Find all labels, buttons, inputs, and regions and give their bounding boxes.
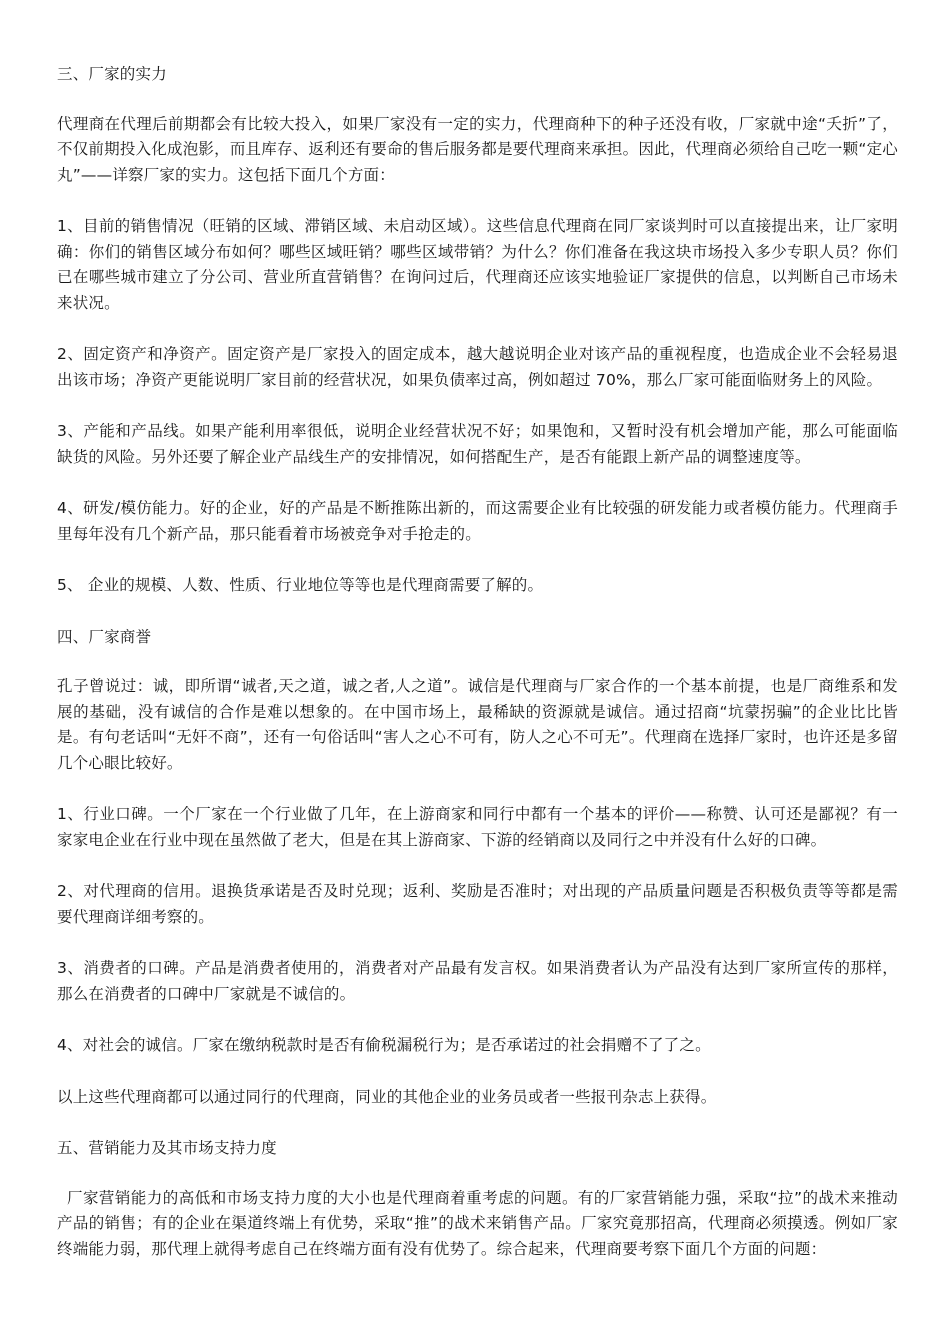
section-heading-manufacturer-strength: 三、厂家的实力 [57,65,167,83]
section-heading-marketing: 五、营销能力及其市场支持力度 [57,1139,277,1157]
paragraph-reputation-intro: 孔子曾说过：诚，即所谓“诚者,天之道，诚之者,人之道”。诚信是代理商与厂家合作的一个基本前提，也是厂商维系和发展的基础，没有诚信的合作是难以想象的。在中国市场上，最稀缺的资源就是诚信。通过招商“坑蒙拐骗”的企业比比皆是。有句老话叫“无奸不商”，还有一句俗话叫“害人之心不可有，防人之心不可无”。代理商在选择厂家时，也许还是多留几个心眼比较好。 [57,677,898,772]
paragraph-sales-status: 1、目前的销售情况（旺销的区域、滞销区域、未启动区域）。这些信息代理商在同厂家谈判时可以直接提出来，让厂家明确：你们的销售区域分布如何？哪些区域旺销？哪些区域带销？为什么？你们准备在我这块市场投入多少专职人员？你们已在哪些城市建立了分公司、营业所直营销售？在询问过后，代理商还应该实地验证厂家提供的信息，以判断自己市场未来状况。 [57,217,898,312]
paragraph-rnd: 4、研发/模仿能力。好的企业，好的产品是不断推陈出新的，而这需要企业有比较强的研发能力或者模仿能力。代理商手里每年没有几个新产品，那只能看着市场被竞争对手抢走的。 [57,499,898,543]
paragraph-capacity: 3、产能和产品线。如果产能利用率很低，说明企业经营状况不好；如果饱和，又暂时没有机会增加产能，那么可能面临缺货的风险。另外还要了解企业产品线生产的安排情况，如何搭配生产，是否有能跟上新产品的调整速度等。 [57,422,898,466]
section-heading-reputation: 四、厂家商誉 [57,627,152,646]
paragraph-agent-credit: 2、对代理商的信用。退换货承诺是否及时兑现；返利、奖励是否准时；对出现的产品质量问题是否积极负责等等都是需要代理商详细考察的。 [57,882,898,926]
paragraph-marketing-intro: 厂家营销能力的高低和市场支持力度的大小也是代理商着重考虑的问题。有的厂家营销能力强，采取“拉”的战术来推动产品的销售；有的企业在渠道终端上有优势，采取“推”的战术来销售产品。厂家究竟那招高，代理商必须摸透。例如厂家终端能力弱，那代理上就得考虑自己在终端方面有没有优势了。综合起来，代理商要考察下面几个方面的问题： [57,1188,898,1258]
paragraph-scale: 5、 企业的规模、人数、性质、行业地位等等也是代理商需要了解的。 [57,576,544,594]
paragraph-assets: 2、固定资产和净资产。固定资产是厂家投入的固定成本，越大越说明企业对该产品的重视程度，也造成企业不会轻易退出该市场；净资产更能说明厂家目前的经营状况，如果负债率过高，例如超过 70%，那么厂家可能面临财务上的风险。 [57,345,898,389]
paragraph-strength-intro: 代理商在代理后前期都会有比较大投入，如果厂家没有一定的实力，代理商种下的种子还没有收，厂家就中途“夭折”了，不仅前期投入化成泡影，而且库存、返利还有要命的售后服务都是要代理商来承担。因此，代理商必须给自己吃一颗“定心丸”——详察厂家的实力。这包括下面几个方面： [57,114,898,184]
paragraph-industry-reputation: 1、行业口碑。一个厂家在一个行业做了几年，在上游商家和同行中都有一个基本的评价——称赞、认可还是鄙视？有一家家电企业在行业中现在虽然做了老大，但是在其上游商家、下游的经销商以及同行之中并没有什么好的口碑。 [57,805,898,849]
paragraph-sources: 以上这些代理商都可以通过同行的代理商，同业的其他企业的业务员或者一些报刊杂志上获得。 [57,1087,717,1106]
paragraph-consumer-reputation: 3、消费者的口碑。产品是消费者使用的，消费者对产品最有发言权。如果消费者认为产品没有达到厂家所宣传的那样，那么在消费者的口碑中厂家就是不诚信的。 [57,959,898,1003]
paragraph-social-integrity: 4、对社会的诚信。厂家在缴纳税款时是否有偷税漏税行为；是否承诺过的社会捐赠不了了之。 [57,1036,711,1054]
